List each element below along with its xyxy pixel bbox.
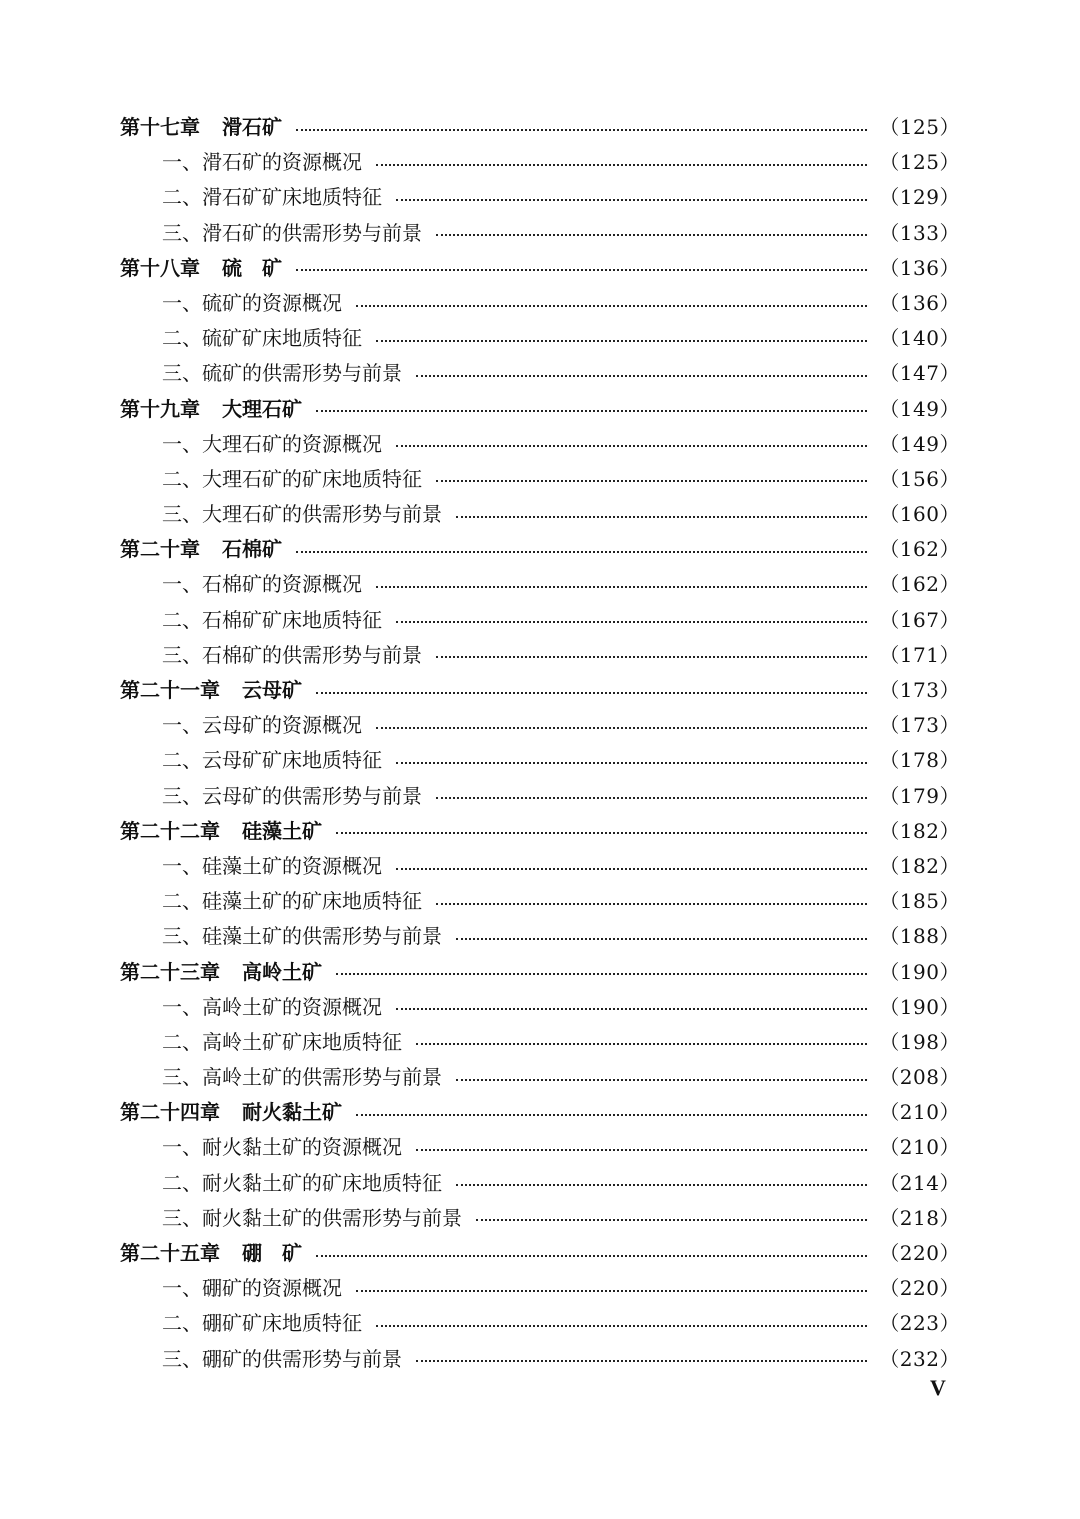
section-prefix: 三、 <box>162 361 202 386</box>
chapter-title: 硼 矿 <box>242 1241 302 1265</box>
section-prefix: 一、 <box>162 150 202 175</box>
page-reference: （133） <box>879 220 960 245</box>
section-title: 硫矿的供需形势与前景 <box>202 361 402 386</box>
toc-section-entry[interactable] <box>120 1342 960 1377</box>
section-title: 硅藻土矿的矿床地质特征 <box>202 889 422 914</box>
dot-leader <box>296 269 867 271</box>
page-reference: （220） <box>879 1276 960 1301</box>
dot-leader <box>316 1255 867 1257</box>
page-reference: （149） <box>879 396 960 421</box>
section-title: 云母矿矿床地质特征 <box>202 748 382 773</box>
chapter-number: 第二十五章 <box>120 1241 220 1265</box>
section-title: 大理石矿的矿床地质特征 <box>202 466 422 491</box>
chapter-title: 高岭土矿 <box>242 959 322 984</box>
page-reference: （136） <box>879 255 960 280</box>
dot-leader <box>456 1079 867 1081</box>
page-reference: （198） <box>879 1029 960 1054</box>
dot-leader <box>436 903 867 905</box>
section-prefix: 一、 <box>162 290 202 315</box>
toc-section-entry[interactable] <box>120 990 960 1025</box>
dot-leader <box>396 445 867 447</box>
toc-chapter-entry[interactable] <box>120 251 960 286</box>
page-reference: （173） <box>879 713 960 738</box>
chapter-title: 滑石矿 <box>222 115 282 139</box>
page-reference: （149） <box>879 431 960 456</box>
toc-section-entry[interactable] <box>120 603 960 638</box>
page-reference: （129） <box>879 185 960 210</box>
page-reference: （125） <box>879 150 960 175</box>
toc-chapter-entry[interactable] <box>120 814 960 849</box>
section-prefix: 二、 <box>162 326 202 351</box>
page-reference: （162） <box>879 537 960 562</box>
toc-section-entry[interactable] <box>120 849 960 884</box>
section-prefix: 一、 <box>162 994 202 1019</box>
section-prefix: 一、 <box>162 1135 202 1160</box>
dot-leader <box>396 762 867 764</box>
page-reference: （125） <box>879 115 960 139</box>
toc-section-entry[interactable] <box>120 884 960 919</box>
section-title: 高岭土矿的资源概况 <box>202 994 382 1019</box>
dot-leader <box>416 1043 867 1045</box>
toc-chapter-entry[interactable] <box>120 1095 960 1130</box>
dot-leader <box>456 1184 867 1186</box>
chapter-title: 云母矿 <box>242 678 302 702</box>
page-reference: （218） <box>879 1205 960 1230</box>
section-prefix: 三、 <box>162 1205 202 1230</box>
section-title: 滑石矿的供需形势与前景 <box>202 220 422 245</box>
toc-chapter-entry[interactable] <box>120 532 960 567</box>
section-title: 云母矿的资源概况 <box>202 713 362 738</box>
dot-leader <box>296 129 867 131</box>
chapter-title: 硫 矿 <box>222 255 282 280</box>
toc-section-entry[interactable] <box>120 497 960 532</box>
page-reference: （223） <box>879 1311 960 1336</box>
dot-leader <box>436 234 867 236</box>
page-reference: （147） <box>879 361 960 386</box>
section-title: 硫矿的资源概况 <box>202 290 342 315</box>
dot-leader <box>376 586 867 588</box>
section-title: 硼矿的供需形势与前景 <box>202 1346 402 1371</box>
page-number: V <box>930 1375 946 1400</box>
section-prefix: 二、 <box>162 889 202 914</box>
section-title: 云母矿的供需形势与前景 <box>202 783 422 808</box>
dot-leader <box>376 1325 867 1327</box>
section-prefix: 三、 <box>162 1065 202 1090</box>
toc-section-entry[interactable] <box>120 1201 960 1236</box>
dot-leader <box>456 938 867 940</box>
chapter-number: 第十九章 <box>120 396 200 421</box>
dot-leader <box>436 480 867 482</box>
dot-leader <box>296 551 867 553</box>
toc-section-entry[interactable] <box>120 1306 960 1341</box>
toc-section-entry[interactable] <box>120 779 960 814</box>
dot-leader <box>416 1149 867 1151</box>
page-reference: （136） <box>879 290 960 315</box>
section-title: 大理石矿的供需形势与前景 <box>202 502 442 527</box>
section-title: 高岭土矿的供需形势与前景 <box>202 1065 442 1090</box>
page-reference: （156） <box>879 466 960 491</box>
section-prefix: 三、 <box>162 642 202 667</box>
dot-leader <box>416 375 867 377</box>
section-title: 石棉矿的资源概况 <box>202 572 362 597</box>
section-title: 石棉矿的供需形势与前景 <box>202 642 422 667</box>
toc-chapter-entry[interactable] <box>120 955 960 990</box>
dot-leader <box>376 727 867 729</box>
section-title: 耐火黏土矿的供需形势与前景 <box>202 1205 462 1230</box>
chapter-number: 第二十三章 <box>120 959 220 984</box>
page-reference: （182） <box>879 818 960 843</box>
page-reference: （185） <box>879 889 960 914</box>
toc-section-entry[interactable] <box>120 286 960 321</box>
dot-leader <box>316 692 867 694</box>
chapter-number: 第十七章 <box>120 115 200 139</box>
toc-section-entry[interactable] <box>120 1130 960 1165</box>
section-prefix: 二、 <box>162 185 202 210</box>
chapter-title: 大理石矿 <box>222 396 302 421</box>
toc-section-entry[interactable] <box>120 567 960 602</box>
page-reference: （190） <box>879 994 960 1019</box>
dot-leader <box>476 1219 867 1221</box>
dot-leader <box>396 621 867 623</box>
dot-leader <box>316 410 867 412</box>
section-title: 耐火黏土矿的资源概况 <box>202 1135 402 1160</box>
chapter-number: 第二十四章 <box>120 1100 220 1125</box>
page-reference: （210） <box>879 1135 960 1160</box>
page-reference: （214） <box>879 1170 960 1195</box>
toc-section-entry[interactable] <box>120 321 960 356</box>
page-reference: （190） <box>879 959 960 984</box>
page-reference: （173） <box>879 678 960 702</box>
section-prefix: 二、 <box>162 748 202 773</box>
section-title: 滑石矿的资源概况 <box>202 150 362 175</box>
toc-section-entry[interactable] <box>120 462 960 497</box>
section-prefix: 二、 <box>162 466 202 491</box>
section-prefix: 一、 <box>162 713 202 738</box>
toc-section-entry[interactable] <box>120 743 960 778</box>
dot-leader <box>356 1114 867 1116</box>
toc-section-entry[interactable] <box>120 356 960 391</box>
dot-leader <box>376 164 867 166</box>
page-reference: （178） <box>879 748 960 773</box>
section-title: 耐火黏土矿的矿床地质特征 <box>202 1170 442 1195</box>
page-reference: （210） <box>879 1100 960 1125</box>
page-reference: （140） <box>879 326 960 351</box>
table-of-contents <box>120 110 960 1377</box>
toc-section-entry[interactable] <box>120 1271 960 1306</box>
dot-leader <box>376 340 867 342</box>
dot-leader <box>436 656 867 658</box>
section-prefix: 三、 <box>162 924 202 949</box>
section-prefix: 三、 <box>162 783 202 808</box>
page-reference: （232） <box>879 1346 960 1371</box>
page-reference: （208） <box>879 1065 960 1090</box>
section-prefix: 三、 <box>162 502 202 527</box>
chapter-title: 石棉矿 <box>222 537 282 562</box>
section-title: 石棉矿矿床地质特征 <box>202 607 382 632</box>
section-prefix: 三、 <box>162 1346 202 1371</box>
section-title: 高岭土矿矿床地质特征 <box>202 1029 402 1054</box>
chapter-number: 第二十章 <box>120 537 200 562</box>
section-prefix: 一、 <box>162 853 202 878</box>
section-title: 硅藻土矿的资源概况 <box>202 853 382 878</box>
page-reference: （182） <box>879 853 960 878</box>
section-title: 硼矿的资源概况 <box>202 1276 342 1301</box>
section-title: 硼矿矿床地质特征 <box>202 1311 362 1336</box>
dot-leader <box>356 305 867 307</box>
dot-leader <box>336 832 867 834</box>
chapter-number: 第十八章 <box>120 255 200 280</box>
dot-leader <box>396 199 867 201</box>
dot-leader <box>336 973 867 975</box>
section-prefix: 二、 <box>162 1170 202 1195</box>
section-prefix: 一、 <box>162 1276 202 1301</box>
section-prefix: 二、 <box>162 1311 202 1336</box>
page-reference: （179） <box>879 783 960 808</box>
toc-section-entry[interactable] <box>120 427 960 462</box>
toc-section-entry[interactable] <box>120 145 960 180</box>
page-reference: （220） <box>879 1241 960 1265</box>
dot-leader <box>456 516 867 518</box>
toc-section-entry[interactable] <box>120 638 960 673</box>
chapter-number: 第二十一章 <box>120 678 220 702</box>
toc-section-entry[interactable] <box>120 919 960 954</box>
toc-chapter-entry[interactable] <box>120 1236 960 1271</box>
toc-section-entry[interactable] <box>120 1025 960 1060</box>
page-reference: （188） <box>879 924 960 949</box>
section-title: 硫矿矿床地质特征 <box>202 326 362 351</box>
dot-leader <box>396 868 867 870</box>
toc-section-entry[interactable] <box>120 708 960 743</box>
chapter-number: 第二十二章 <box>120 818 220 843</box>
dot-leader <box>356 1290 867 1292</box>
toc-chapter-entry[interactable] <box>120 110 960 145</box>
section-prefix: 一、 <box>162 431 202 456</box>
toc-section-entry[interactable] <box>120 216 960 251</box>
toc-section-entry[interactable] <box>120 180 960 215</box>
page-reference: （162） <box>879 572 960 597</box>
toc-section-entry[interactable] <box>120 1166 960 1201</box>
chapter-title: 耐火黏土矿 <box>242 1100 342 1125</box>
dot-leader <box>416 1360 867 1362</box>
dot-leader <box>396 1008 867 1010</box>
section-prefix: 一、 <box>162 572 202 597</box>
page-reference: （171） <box>879 642 960 667</box>
section-prefix: 三、 <box>162 220 202 245</box>
section-title: 滑石矿矿床地质特征 <box>202 185 382 210</box>
chapter-title: 硅藻土矿 <box>242 818 322 843</box>
toc-section-entry[interactable] <box>120 1060 960 1095</box>
section-prefix: 二、 <box>162 1029 202 1054</box>
toc-chapter-entry[interactable] <box>120 673 960 708</box>
section-prefix: 二、 <box>162 607 202 632</box>
section-title: 硅藻土矿的供需形势与前景 <box>202 924 442 949</box>
toc-chapter-entry[interactable] <box>120 392 960 427</box>
section-title: 大理石矿的资源概况 <box>202 431 382 456</box>
dot-leader <box>436 797 867 799</box>
page-reference: （167） <box>879 607 960 632</box>
page-reference: （160） <box>879 502 960 527</box>
